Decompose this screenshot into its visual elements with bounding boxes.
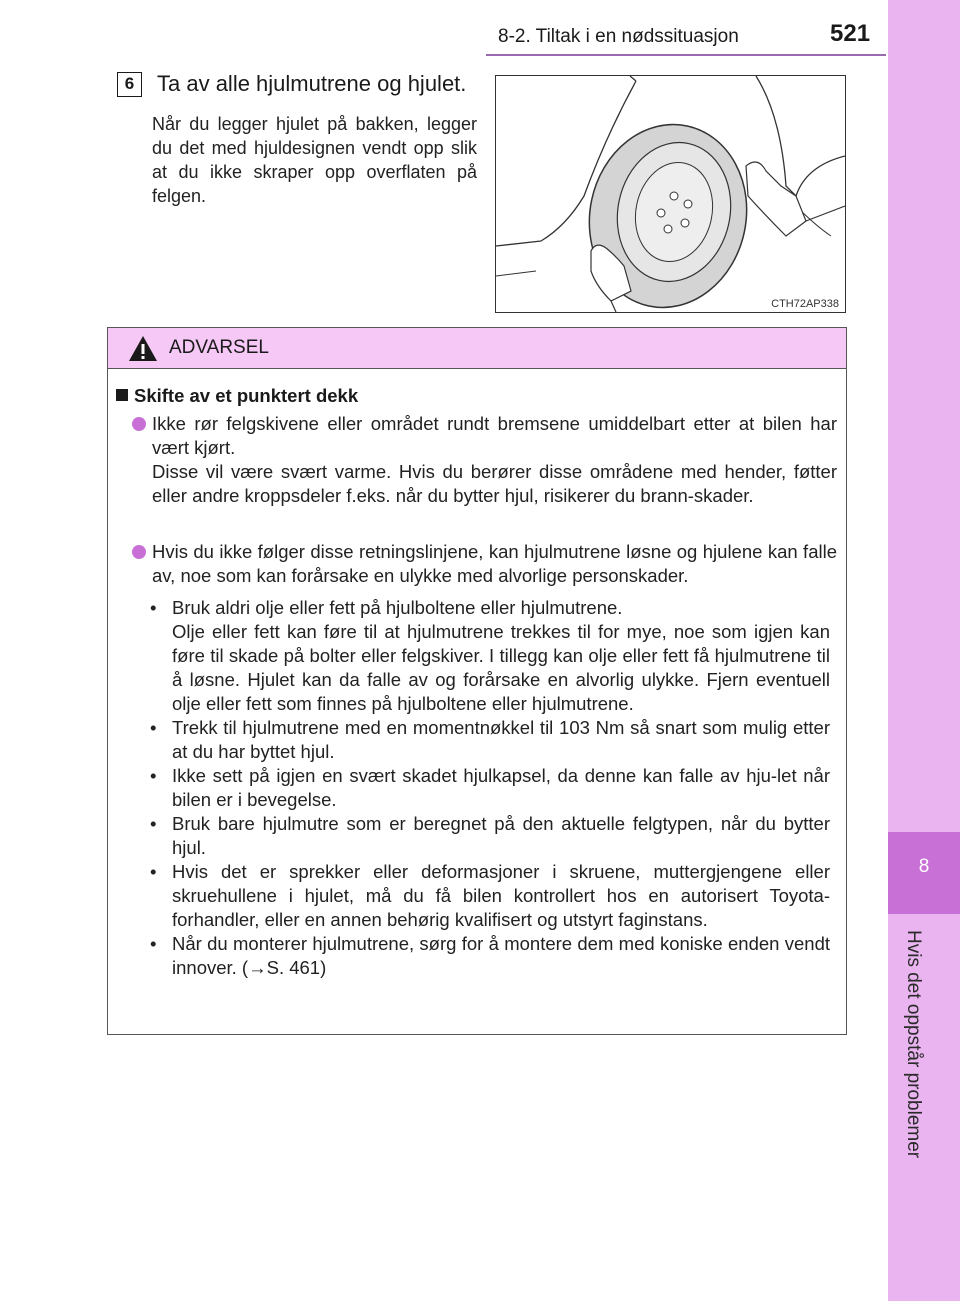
warning-triangle-icon: [128, 335, 158, 362]
warning-box: [107, 327, 847, 1035]
sub-list-item: • Ikke sett på igjen en svært skadet hjulkapsel, da denne kan falle av hju-let når bilen er i bevegelse.: [150, 765, 830, 810]
square-bullet-icon: [116, 389, 128, 401]
chapter-title: Hvis det oppstår problemer: [903, 930, 924, 1159]
step-title: Ta av alle hjulmutrene og hjulet.: [157, 71, 467, 96]
warning-sub-list: [144, 596, 830, 980]
sub-list-item: • Når du monterer hjulmutrene, sørg for å montere dem med koniske enden vendt innover. (→S. 461): [150, 933, 830, 978]
warning-bullet-text: Hvis du ikke følger disse retningslinjene, kan hjulmutrene løsne og hjulene kan falle av, noe som kan forårsake en ulykke med alvorlige personskader.: [152, 541, 837, 586]
step-number-box: 6: [117, 72, 142, 97]
sub-list-item: • Bruk aldri olje eller fett på hjulboltene eller hjulmutrene. Olje eller fett kan føre til at hjulmutrene trekkes til for mye, noe som igjen kan føre til skade på bolter eller felgskiver. I tillegg kan olje eller fett få hjulmutrene til å løsne. Hjulet kan da falle av og forårsake en alvorlig ulykke. Fjern eventuell olje eller fett som finnes på hjulboltene eller hjulmutrene.: [150, 597, 830, 714]
arrow-right-icon: →: [248, 957, 267, 978]
illustration-code: CTH72AP338: [771, 298, 839, 310]
sub-list-item: • Bruk bare hjulmutre som er beregnet på den aktuelle felgtypen, når du bytter hjul.: [150, 813, 830, 858]
chapter-side-tab: [888, 0, 960, 1301]
warning-bullet-text: Disse vil være svært varme. Hvis du berører disse områdene med hender, føtter eller andre kroppsdeler f.eks. når du bytter hjul, risikerer du brann-skader.: [152, 461, 837, 506]
sub-list-item: • Hvis det er sprekker eller deformasjoner i skruene, muttergjengene eller skruehullene i hjulet, må du få bilen kontrollert hos en autorisert Toyota-forhandler, eller en annen behørig kvalifisert og utstyrt faginstans.: [150, 861, 830, 930]
step-description: Når du legger hjulet på bakken, legger du det med hjuldesignen vendt opp slik at du ikke skraper opp overflaten på felgen.: [152, 114, 477, 206]
page-number: 521: [830, 20, 871, 47]
page-reference[interactable]: S. 461): [266, 957, 327, 978]
header-divider: [486, 54, 886, 56]
section-header: 8-2. Tiltak i en nødssituasjon: [498, 26, 739, 47]
chapter-number: 8: [918, 856, 930, 877]
warning-header: [108, 328, 846, 369]
warning-bullet: [132, 540, 837, 588]
warning-section-title: Skifte av et punktert dekk: [116, 385, 358, 407]
warning-bullet-text: Ikke rør felgskivene eller området rundt bremsene umiddelbart etter at bilen har vært kjørt.: [152, 413, 837, 458]
sub-list-item: • Trekk til hjulmutrene med en momentnøkkel til 103 Nm så snart som mulig etter at du har byttet hjul.: [150, 717, 830, 762]
wheel-removal-illustration: [495, 75, 846, 313]
round-bullet-icon: [132, 545, 146, 559]
warning-bullet: [132, 412, 837, 508]
wheel-drawing: [496, 76, 845, 312]
warning-title: ADVARSEL: [169, 337, 269, 358]
round-bullet-icon: [132, 417, 146, 431]
